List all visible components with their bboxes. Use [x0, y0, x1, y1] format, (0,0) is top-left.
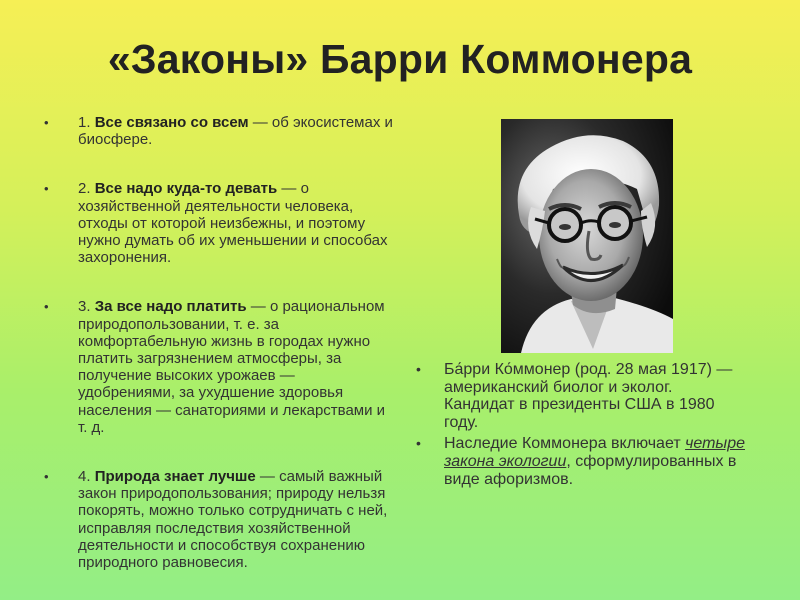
law-description: — самый важный закон природопользования; природу нельзя покорять, можно только сотрудничать с ней, исправляя последствия хозяйственной деятельности и способствуя сохранению природного равновесия. [78, 468, 388, 572]
law-number: 1. [78, 114, 91, 131]
laws-list [44, 114, 394, 571]
law-item-1 [44, 114, 394, 148]
bio-text: Наследие Коммонера включает [444, 435, 686, 453]
bullet-icon: • [44, 115, 49, 130]
law-description: — о рациональном природопользовании, т. е. за комфортабельную жизнь в городах нужно платить загрязнением атмосферы, за получение высоких урожаев — удобрениями, за ухудшение здоровья населения — санаториями и лекарствами и т. д. [78, 298, 386, 436]
slide-title: «Законы» Барри Коммонера [107, 36, 693, 82]
law-number: 2. [78, 180, 91, 198]
law-name: Природа знает лучше [94, 468, 256, 486]
bullet-icon: • [44, 469, 49, 485]
bullet-icon: • [44, 299, 49, 315]
law-item-3 [44, 298, 394, 436]
law-number: 3. [78, 298, 91, 316]
law-name: За все надо платить [94, 298, 247, 316]
portrait-illustration [501, 119, 673, 353]
bio-list [416, 361, 746, 488]
law-number: 4. [78, 468, 91, 486]
bio-text: Ба́рри Ко́ммонер (род. 28 мая 1917) — американский биолог и эколог. Кандидат в президенты США в 1980 году. [444, 361, 733, 431]
bio-item-2 [416, 435, 746, 488]
law-description: — об экосистемах и биосфере. [78, 114, 393, 149]
law-name: Все связано со всем [94, 114, 249, 131]
bullet-icon: • [416, 361, 421, 377]
law-description: — о хозяйственной деятельности человека, отходы от которой неизбежны, и поэтому нужно думать об их уменьшении и способах захоронения. [78, 180, 388, 267]
law-item-2 [44, 180, 394, 266]
law-item-4 [44, 468, 394, 571]
bullet-icon: • [44, 181, 49, 197]
law-name: Все надо куда-то девать [94, 180, 278, 198]
bio-text: , сформулированных в виде афоризмов. [444, 452, 737, 488]
bullet-icon: • [416, 435, 421, 452]
portrait-photo [501, 119, 673, 353]
bio-item-1 [416, 361, 746, 431]
four-laws-link[interactable]: четыре закона экологии [444, 435, 745, 470]
